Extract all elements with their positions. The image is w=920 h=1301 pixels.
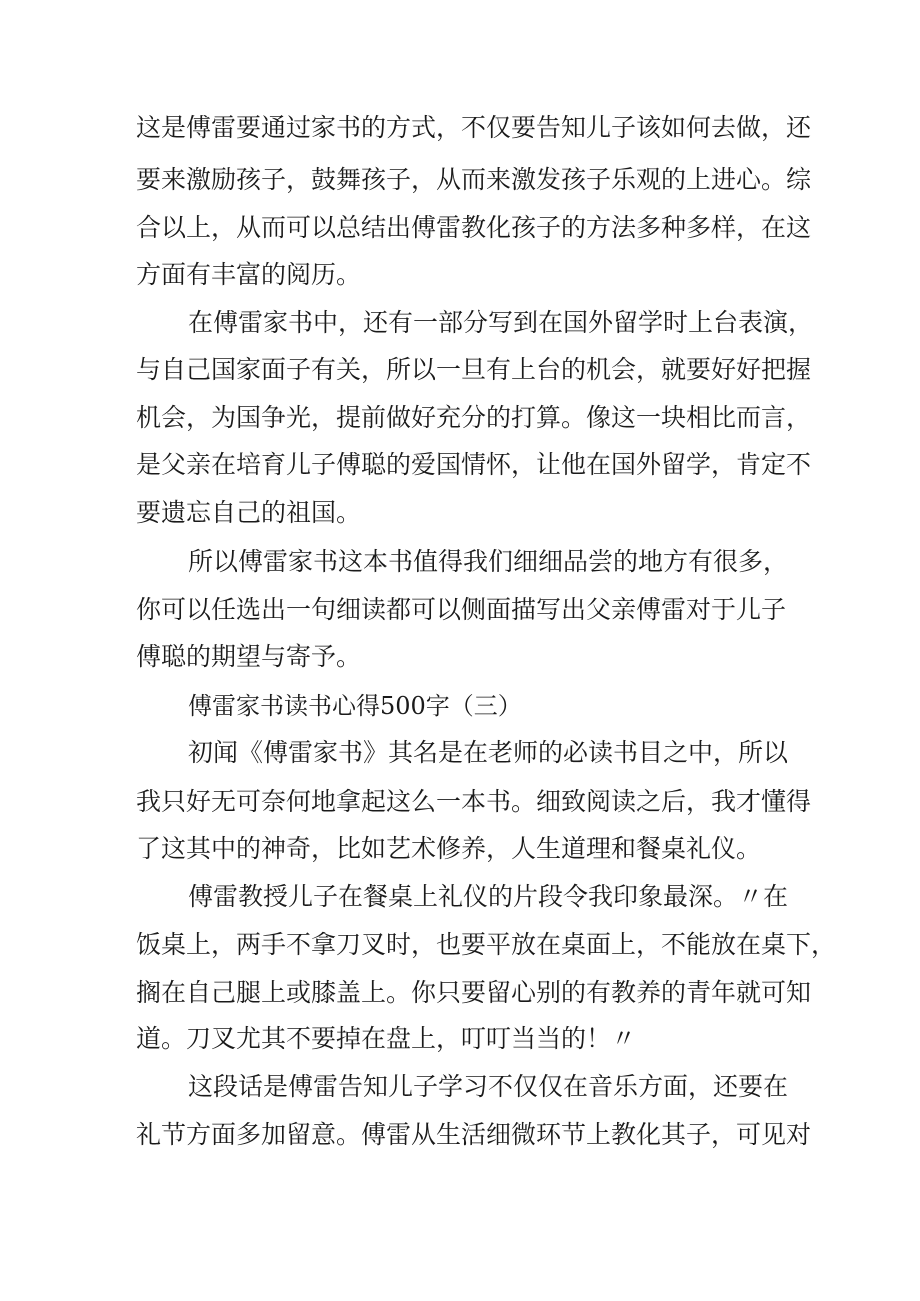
- text-line: 在傅雷家书中，还有一部分写到在国外留学时上台表演，: [188, 308, 814, 337]
- text-line: 你可以任选出一句细读都可以侧面描写出父亲傅雷对于儿子: [136, 595, 787, 624]
- text-line: 这是傅雷要通过家书的方式，不仅要告知儿子该如何去做，还: [136, 113, 812, 142]
- section-heading: 傅雷家书读书心得500字（三）: [188, 692, 522, 720]
- text-line: 饭桌上，两手不拿刀叉时，也要平放在桌面上，不能放在桌下，: [136, 930, 837, 959]
- text-line: 与自己国家面子有关，所以一旦有上台的机会，就要好好把握: [136, 355, 812, 384]
- text-line: 机会，为国争光，提前做好充分的打算。像这一块相比而言，: [136, 403, 812, 432]
- text-line: 要遗忘自己的祖国。: [136, 498, 362, 527]
- text-line: 所以傅雷家书这本书值得我们细细品尝的地方有很多，: [188, 547, 789, 576]
- text-line: 傅聪的期望与寄予。: [136, 642, 362, 671]
- text-line: 道。刀叉尤其不要掉在盘上，叮叮当当的！〃: [136, 1024, 637, 1053]
- text-line: 了这其中的神奇，比如艺术修养，人生道理和餐桌礼仪。: [136, 834, 762, 863]
- text-line: 傅雷教授儿子在餐桌上礼仪的片段令我印象最深。〃在: [188, 882, 789, 911]
- text-line: 我只好无可奈何地拿起这么一本书。细致阅读之后，我才懂得: [136, 787, 812, 816]
- text-line: 初闻《傅雷家书》其名是在老师的必读书目之中，所以: [188, 738, 789, 767]
- text-line: 合以上，从而可以总结出傅雷教化孩子的方法多种多样，在这: [136, 213, 812, 242]
- text-line: 礼节方面多加留意。傅雷从生活细微环节上教化其子，可见对: [136, 1120, 812, 1149]
- text-line: 搁在自己腿上或膝盖上。你只要留心别的有教养的青年就可知: [136, 978, 812, 1007]
- text-line: 这段话是傅雷告知儿子学习不仅仅在音乐方面，还要在: [188, 1072, 789, 1101]
- text-line: 是父亲在培育儿子傅聪的爱国情怀，让他在国外留学，肯定不: [136, 450, 812, 479]
- text-line: 要来激励孩子，鼓舞孩子，从而来激发孩子乐观的上进心。综: [136, 165, 812, 194]
- text-line: 方面有丰富的阅历。: [136, 260, 362, 289]
